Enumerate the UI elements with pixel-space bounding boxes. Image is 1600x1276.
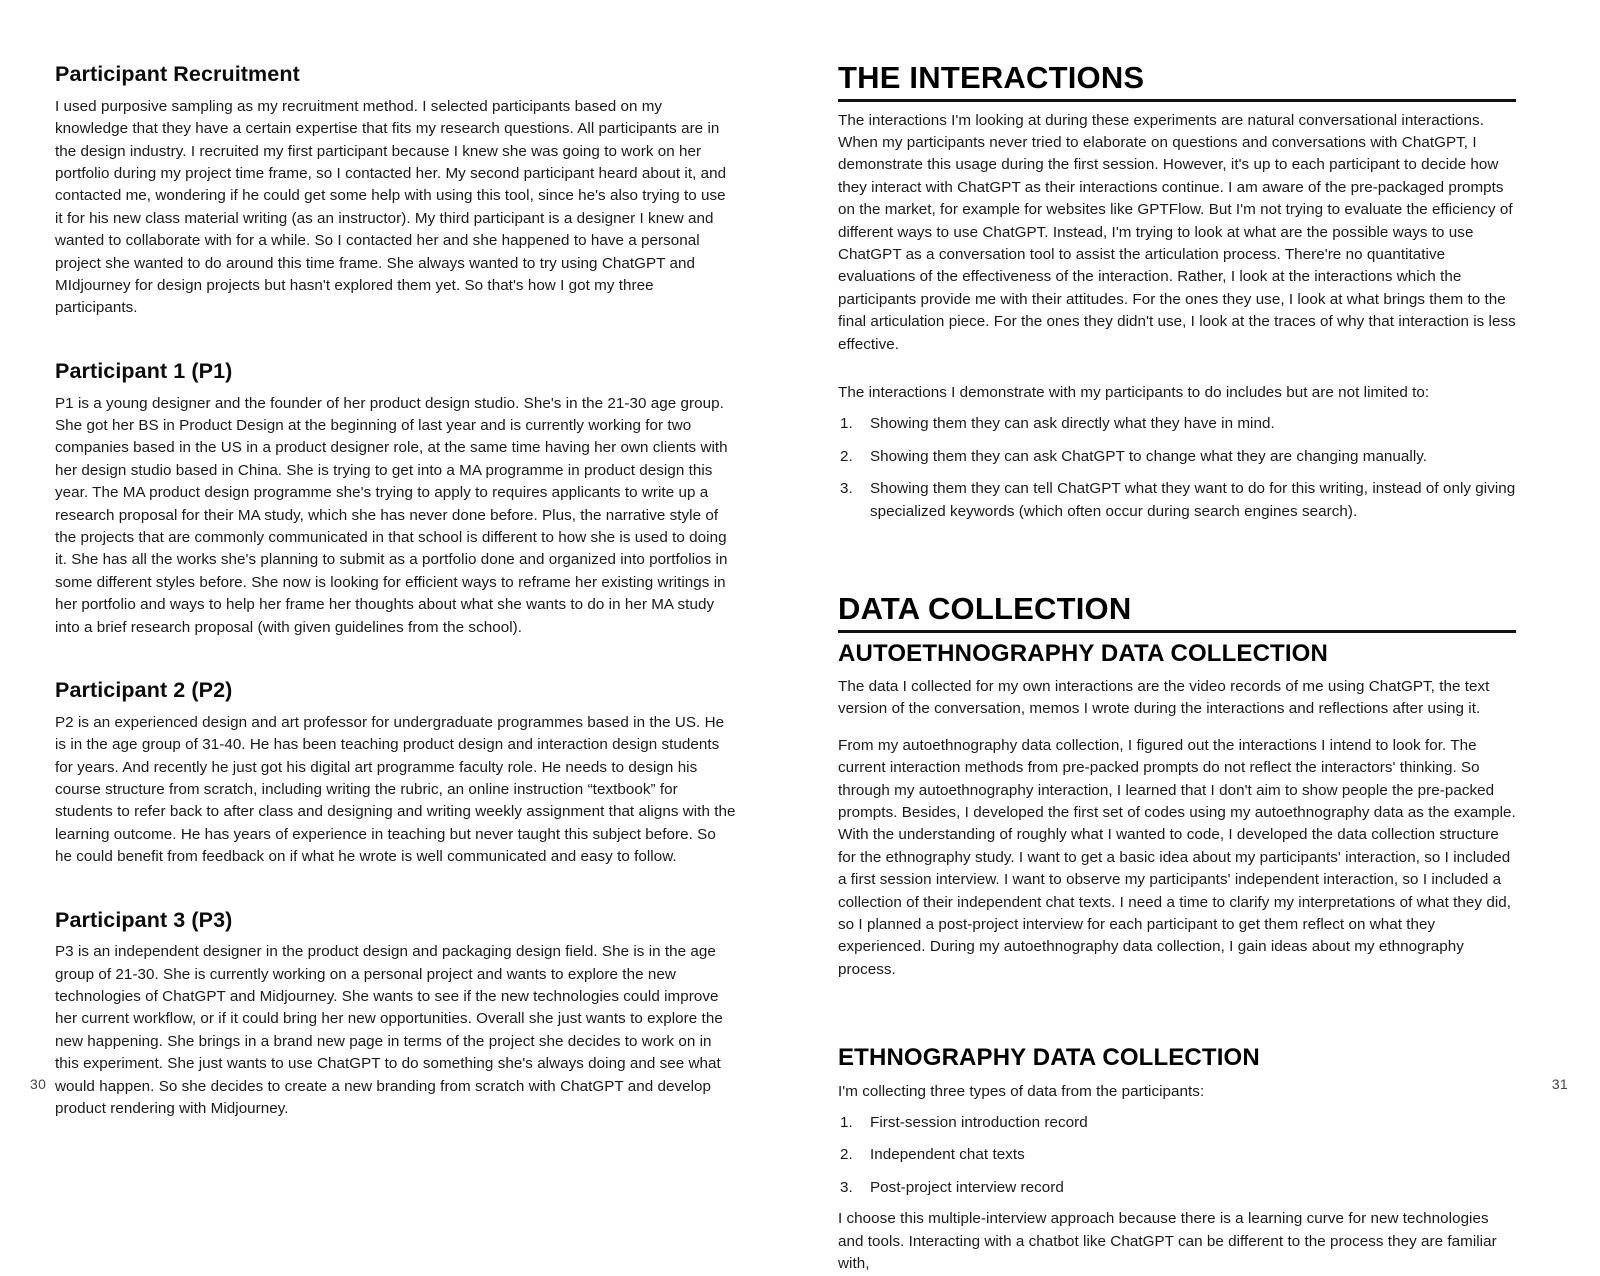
page-left xyxy=(0,0,800,1136)
spacer xyxy=(55,869,737,908)
left-column xyxy=(55,62,737,1121)
paragraph-participant-2: P2 is an experienced design and art professor for undergraduate programmes based in the US. He is in the age group of 31-40. He has been teaching product design and interaction design students for years. And recently he just got his digital art programme faculty role. He needs to design his course structure from scratch, including writing the rubric, an online instruction “textbook” for students to refer back to after class and designing and writing weekly assignment that aligns with the learning outcome. He has years of experience in teaching but never taught this subject before. So he could benefit from feedback on if what he wrote is well communicated and easy to follow. xyxy=(55,713,736,866)
list-item-number: 1. xyxy=(840,1114,853,1132)
list-item xyxy=(838,1112,1516,1134)
paragraph-participant-3: P3 is an independent designer in the product design and packaging design field. She is in the age group of 21-30. She is currently working on a personal project and wants to explore the new technologies of ChatGPT and Midjourney. She wants to see if the new technologies could improve her current workflow, or if it could bring her new opportunities. Overall she just wants to explore the new happening. She brings in a brand new page in terms of the project she decides to work on in this experiment. She just wants to use ChatGPT to do something she's always doing and see what would happen. So she decides to create a new branding from scratch with ChatGPT and develop product rendering with Midjourney. xyxy=(55,943,723,1118)
right-column xyxy=(838,62,1516,1276)
heading-autoethnography-data-collection: AUTOETHNOGRAPHY DATA COLLECTION xyxy=(838,639,1328,667)
list-item xyxy=(838,1177,1516,1199)
heading-participant-3: Participant 3 (P3) xyxy=(55,907,233,932)
list-item-label: Showing them they can tell ChatGPT what they want to do for this writing, instead of only giving specialized keywords (which often occur during search engines search). xyxy=(870,480,1516,520)
page-right xyxy=(800,0,1600,1273)
list-item-label: Post-project interview record xyxy=(870,1178,1064,1196)
list-item xyxy=(838,478,1516,523)
paragraph-autoethnography-2: From my autoethnography data collection, I figured out the interactions I intend to look for. The current interaction methods from pre-packed prompts do not reflect the interactors' thinking. So through my autoethnography interaction, I learned that I don't aim to show people the pre-packed prompts. Besides, I developed the first set of codes using my autoethnography data as the example. With the understanding of roughly what I wanted to code, I developed the data collection structure for the ethnography study. I want to get a basic idea about my participants' interaction, so I included a first session interview. I want to observe my participants' independent interaction, so I included a collection of their independent chat texts. I need a time to clarify my interpretations of what they did, so I planned a post-project interview for each participant to get them reflect on what they experienced. During my autoethnography data collection, I gain ideas about my ethnography process. xyxy=(838,736,1516,978)
list-item-label: Showing them they can ask directly what they have in mind. xyxy=(870,415,1275,433)
list-interactions-demonstrated xyxy=(838,413,1516,523)
list-item-label: Independent chat texts xyxy=(870,1146,1025,1164)
heading-participant-2: Participant 2 (P2) xyxy=(55,677,233,702)
spacer xyxy=(838,721,1516,735)
heading-ethnography-data-collection: ETHNOGRAPHY DATA COLLECTION xyxy=(838,1044,1260,1072)
list-item-label: Showing them they can ask ChatGPT to change what they are changing manually. xyxy=(870,447,1428,465)
heading-data-collection: DATA COLLECTION xyxy=(838,591,1132,627)
list-item-number: 3. xyxy=(840,480,853,498)
paragraph-participant-recruitment: I used purposive sampling as my recruitment method. I selected participants based on my knowledge that they have a certain expertise that fits my research questions. All participants are in the design industry. I recruited my first participant because I knew she was going to work on her portfolio during my project time frame, so I contacted her. My second participant heard about it, and contacted me, wondering if he could get some help with using this tool, since he's also trying to use it for his new class material writing (as an instructor). My third participant is a designer I knew and wanted to collaborate with for a while. So I contacted her and she happened to have a personal project she wanted to do around this time frame. She always wanted to try using ChatGPT and MIdjourney for design projects but hasn't explored them yet. So that's how I got my three participants. xyxy=(55,97,727,317)
list-item-number: 1. xyxy=(840,415,853,433)
list-item xyxy=(838,413,1516,435)
paragraph-ethnography-closing: I choose this multiple-interview approach because there is a learning curve for new technologies and tools. Interacting with a chatbot like ChatGPT can be different to the process they are familiar with, xyxy=(838,1210,1497,1273)
spacer xyxy=(838,523,1516,593)
paragraph-interactions-overview: The interactions I'm looking at during these experiments are natural conversational interactions. When my participants never tried to elaborate on questions and conversations with ChatGPT, I demonstrate this usage during the first session. However, it's up to each participant to decide how they interact with ChatGPT as their interactions continue. I am aware of the pre-packaged prompts on the market, for example for websites like GPTFlow. But I'm not trying to evaluate the efficiency of different ways to use ChatGPT. Instead, I'm trying to look at what are the possible ways to use ChatGPT as a conversation tool to assist the articulation process. There're no quantitative evaluations of the effectiveness of the interaction. Rather, I look at the interactions which the participants provide me with their attitudes. For the ones they use, I look at what brings them to the final articulation piece. For the ones they didn't use, I look at the traces of why that interaction is less effective. xyxy=(838,111,1516,353)
list-item-number: 2. xyxy=(840,447,853,465)
heading-participant-recruitment: Participant Recruitment xyxy=(55,62,300,86)
spacer xyxy=(838,1103,1516,1112)
spacer xyxy=(838,981,1516,1045)
spacer xyxy=(838,356,1516,382)
paragraph-participant-1: P1 is a young designer and the founder of her product design studio. She's in the 21-30 age group. She got her BS in Product Design at the beginning of last year and is currently working for two companies based in the US in a product designer role, at the same time having her own clients with her design studio based in China. She is trying to get into a MA programme in product design this year. The MA product design programme she's trying to apply to requires applicants to write up a research proposal for their MA study, which she has never done before. Plus, the narrative style of the projects that are commonly communicated in that school is different to how she is used to doing it. She has all the works she's planning to submit as a portfolio done and organized into portfolios in some different styles before. She now is looking for efficient ways to reframe her existing writings in her portfolio and ways to help her frame her thoughts about what she wants to do in her MA study into a brief research proposal (with given guidelines from the school). xyxy=(55,394,728,636)
list-item-number: 3. xyxy=(840,1178,853,1196)
list-item xyxy=(838,446,1516,468)
paragraph-interactions-list-intro: The interactions I demonstrate with my participants to do includes but are not limited to: xyxy=(838,384,1430,402)
list-item xyxy=(838,1144,1516,1166)
list-item-label: First-session introduction record xyxy=(870,1114,1088,1132)
spacer xyxy=(838,1199,1516,1208)
divider-rule-data-collection xyxy=(838,630,1516,633)
paragraph-autoethnography-1: The data I collected for my own interactions are the video records of me using ChatGPT, the text version of the conversation, memos I wrote during the interactions and reflections after using it. xyxy=(838,677,1490,718)
divider-rule-interactions xyxy=(838,99,1516,102)
spacer xyxy=(838,404,1516,413)
paragraph-ethnography-list-intro: I'm collecting three types of data from the participants: xyxy=(838,1082,1205,1100)
heading-participant-1: Participant 1 (P1) xyxy=(55,358,233,383)
page-number-right: 31 xyxy=(1551,1076,1568,1092)
list-item-number: 2. xyxy=(840,1146,853,1164)
list-ethnography-data-types xyxy=(838,1112,1516,1199)
spacer xyxy=(55,320,737,359)
page-number-left: 30 xyxy=(30,1076,47,1092)
heading-the-interactions: THE INTERACTIONS xyxy=(838,60,1145,95)
spacer xyxy=(55,639,737,678)
